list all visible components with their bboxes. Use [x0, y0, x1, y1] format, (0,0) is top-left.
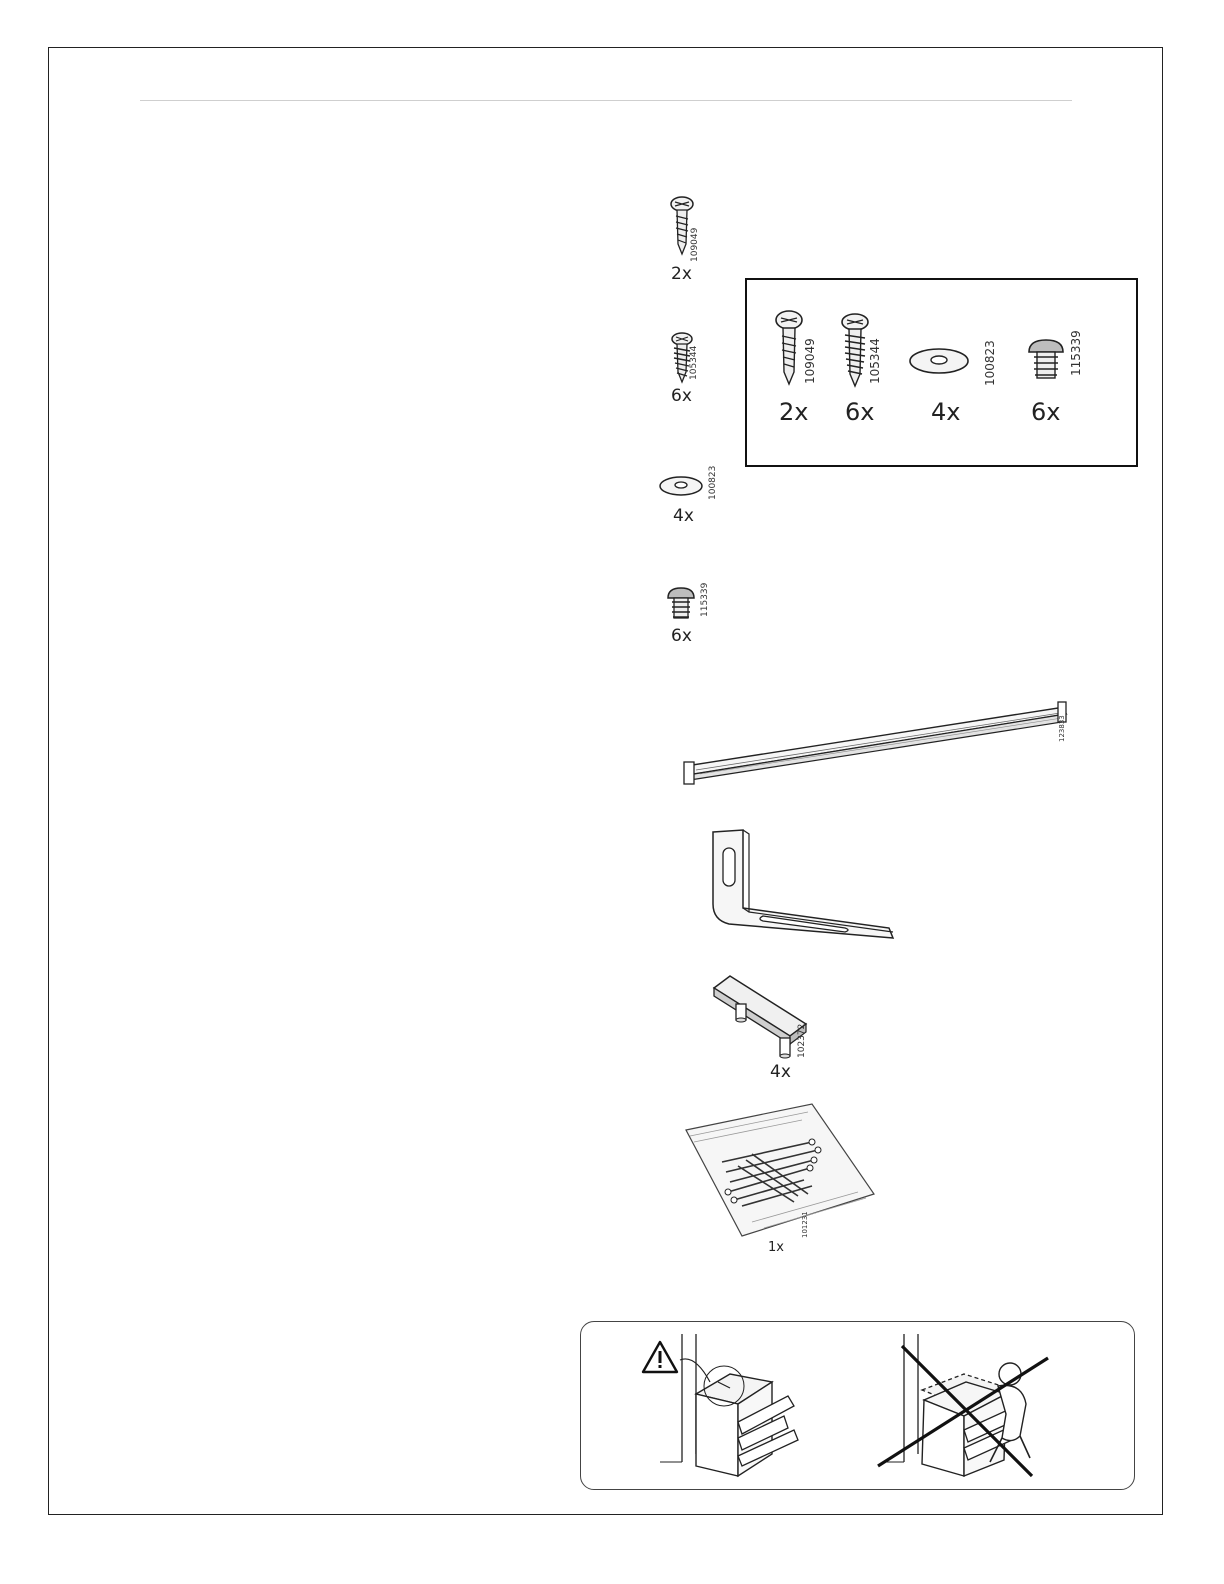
plug-115339-icon	[665, 586, 699, 622]
washer-100823-icon	[907, 346, 973, 376]
wall-anchored-chest-illustration-icon	[660, 1334, 820, 1484]
washer-100823-icon	[657, 474, 707, 498]
quantity-label: 6x	[671, 386, 692, 406]
article-number: 105344	[689, 345, 699, 380]
nail-bag-icon	[682, 1102, 880, 1238]
quantity-label: 4x	[673, 506, 694, 526]
article-number: 100823	[708, 465, 718, 500]
article-number: 100823	[983, 340, 997, 386]
article-number: 115339	[700, 582, 710, 617]
quantity-label: 1x	[768, 1240, 784, 1255]
article-number: 109049	[803, 338, 817, 384]
article-number: 101231	[801, 1211, 809, 1238]
quantity-label: 4x	[931, 398, 961, 426]
article-number: 102372	[797, 1023, 807, 1058]
plug-115339-icon	[1025, 338, 1067, 382]
quantity-label: 6x	[671, 626, 692, 646]
quantity-label: 6x	[845, 398, 875, 426]
quantity-label: 4x	[770, 1062, 791, 1082]
quantity-label: 6x	[1031, 398, 1061, 426]
parts-summary-box	[745, 278, 1138, 467]
article-number: 115339	[1069, 330, 1083, 376]
tipping-chest-crossed-out-illustration-icon	[872, 1334, 1052, 1484]
quantity-label: 2x	[779, 398, 809, 426]
angle-bracket-icon	[705, 828, 897, 946]
header-rule	[140, 100, 1072, 101]
quantity-label: 2x	[671, 264, 692, 284]
article-number: 105344	[868, 338, 882, 384]
drawer-rail-icon	[680, 698, 1070, 794]
article-number: 109049	[690, 227, 700, 262]
article-number: 123833	[1058, 715, 1066, 742]
